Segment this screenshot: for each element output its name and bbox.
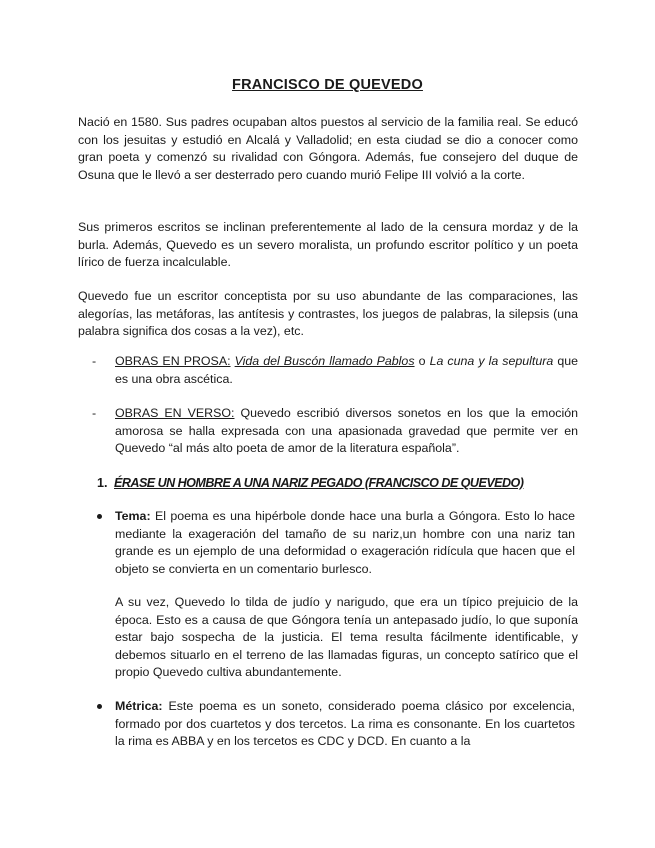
verso-text [115,405,578,458]
prosa-label: OBRAS EN PROSA: [115,354,231,368]
page-title: FRANCISCO DE QUEVEDO [232,77,423,93]
section-heading [97,475,577,493]
metrica-text [115,698,575,751]
metrica-label: Métrica: [115,699,163,713]
bullet-dot [97,704,102,709]
prosa-title-buscon: Vida del Buscón llamado Pablos [234,354,415,368]
metrica-description: Este poema es un soneto, considerado poema clásico por excelencia, formado por dos cuartetos y dos tercetos. La rima es consonante. En los cuartetos la rima es ABBA y en los tercetos es CDC y DCD. En cuanto a la [115,699,575,749]
prosa-title-cuna: La cuna y la sepultura [429,354,554,368]
tema-description: El poema es una hipérbole donde hace una burla a Góngora. Esto lo hace mediante la exageración del tamaño de su nariz,un hombre con una nariz tan grande es un ejemplo de una deformidad o exageración ridícula que hacen que el objeto se convierta en un comentario burlesco. [115,509,575,576]
tema-label: Tema: [115,509,151,523]
prosa-rest: que es una obra ascética. [115,354,578,386]
tema-continuation: A su vez, Quevedo lo tilda de judío y narigudo, que era un típico prejuicio de la época. Esto es a causa de que Góngora tenía un antepasado judío, lo que suponía estar bajo sospecha de la justicia. El tema resulta fácilmente identificable, y debemos situarlo en el terreno de las llamadas figuras, un concepto satírico que el propio Quevedo cultiva abundantemente. [115,595,578,680]
verso-description: Quevedo escribió diversos sonetos en los que la emoción amorosa se halla expresada con una apasionada gravedad que permite ver en Quevedo “al más alto poeta de amor de la literatura española”. [115,406,578,456]
section-title: ÉRASE UN HOMBRE A UNA NARIZ PEGADO (FRANCISCO DE QUEVEDO) [114,476,524,490]
prosa-text [115,353,578,388]
section-number: 1. [97,476,108,490]
paragraph-biography: Nació en 1580. Sus padres ocupaban altos puestos al servicio de la familia real. Se educó con los jesuitas y estudió en Alcalá y Valladolid; en esta ciudad se dio a conocer como gran poeta y comenzó su rivalidad con Góngora. Además, fue consejero del duque de Osuna que le llevó a ser desterrado pero cuando murió Felipe III volvió a la corte. [78,115,578,182]
dash-marker: - [92,406,97,420]
bullet-dot [97,514,102,519]
dash-marker: - [92,354,97,368]
tema-text [115,508,575,578]
verso-label: OBRAS EN VERSO: [115,406,235,420]
paragraph-early-writings: Sus primeros escritos se inclinan preferentemente al lado de la censura mordaz y de la burla. Además, Quevedo es un severo moralista, un profundo escritor político y un poeta lírico de fuerza incalculable. [78,220,578,270]
paragraph-conceptismo: Quevedo fue un escritor conceptista por su uso abundante de las comparaciones, las alegorías, las metáforas, las antítesis y contrastes, los juegos de palabras, la silepsis (una palabra significa dos cosas a la vez), etc. [78,289,578,339]
prosa-conjunction: o [418,354,426,368]
